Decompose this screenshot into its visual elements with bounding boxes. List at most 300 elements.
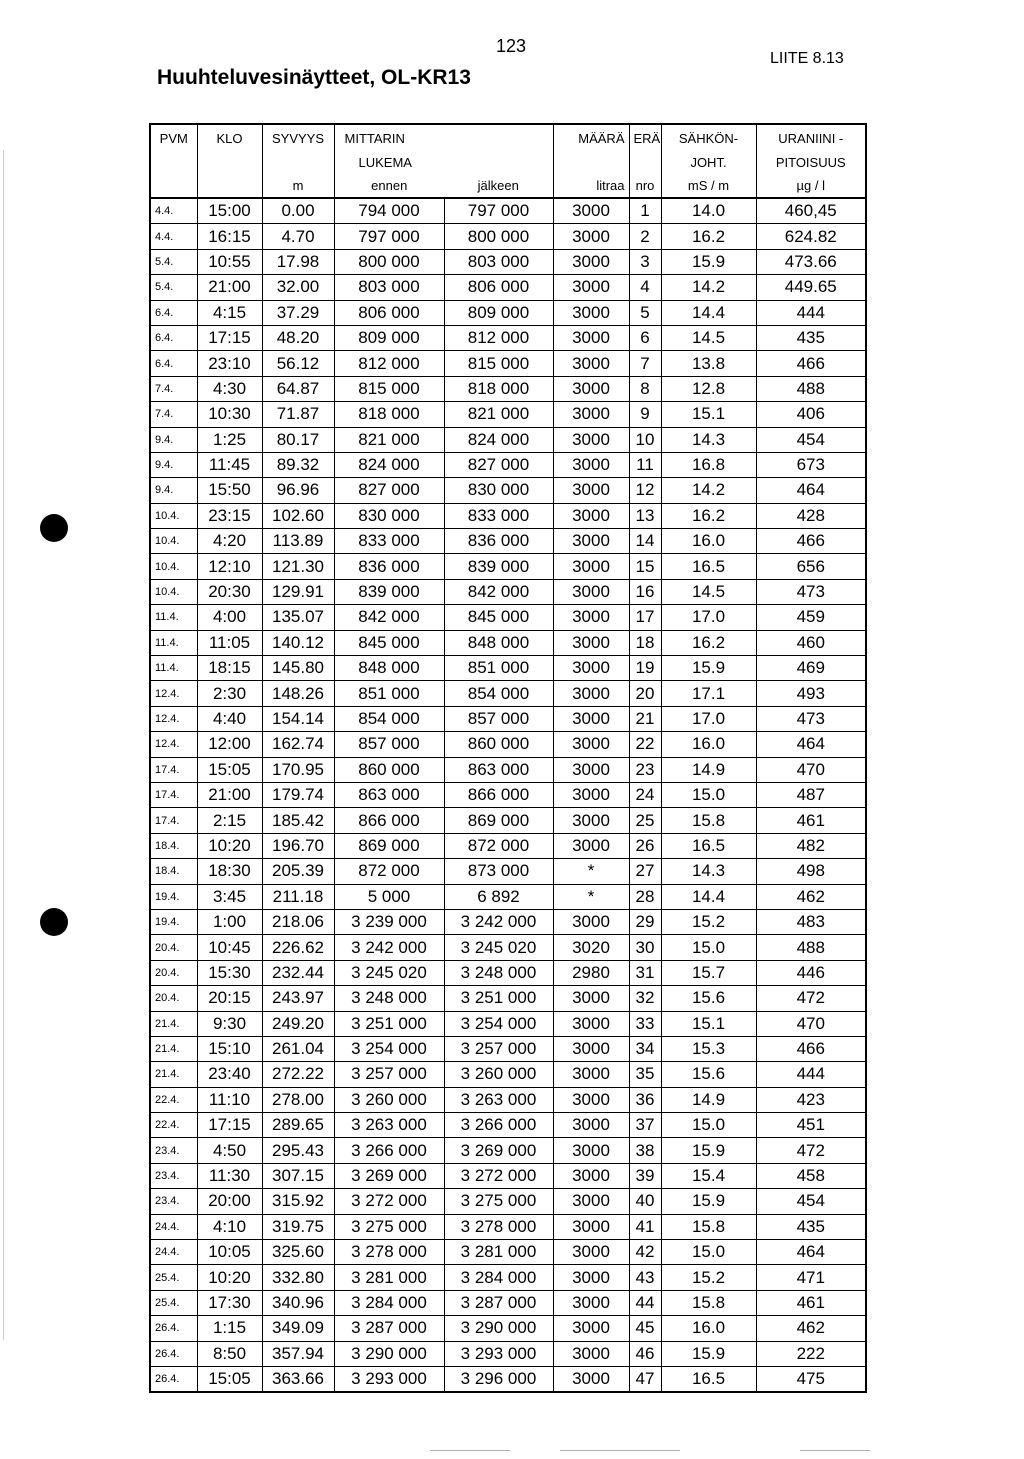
cell-date: 23.4. — [150, 1138, 197, 1163]
cell-batch: 21 — [629, 706, 661, 731]
cell-time: 23:40 — [197, 1062, 262, 1087]
cell-conductivity: 15.7 — [661, 960, 756, 985]
cell-depth: 32.00 — [262, 275, 334, 300]
cell-date: 4.4. — [150, 198, 197, 224]
cell-batch: 23 — [629, 757, 661, 782]
cell-meter-before: 845 000 — [334, 630, 444, 655]
punch-hole-bottom — [40, 908, 68, 936]
cell-date: 26.4. — [150, 1366, 197, 1392]
cell-conductivity: 15.3 — [661, 1036, 756, 1061]
table-row — [150, 909, 866, 934]
cell-amount: 3000 — [553, 198, 629, 224]
cell-date: 18.4. — [150, 859, 197, 884]
cell-uranium: 673 — [756, 452, 866, 477]
cell-depth: 148.26 — [262, 681, 334, 706]
cell-meter-before: 842 000 — [334, 605, 444, 630]
cell-time: 11:45 — [197, 452, 262, 477]
cell-batch: 8 — [629, 376, 661, 401]
cell-time: 4:15 — [197, 300, 262, 325]
cell-uranium: 406 — [756, 402, 866, 427]
cell-uranium: 471 — [756, 1265, 866, 1290]
cell-depth: 129.91 — [262, 579, 334, 604]
cell-uranium: 473 — [756, 579, 866, 604]
table-row — [150, 1062, 866, 1087]
cell-meter-before: 3 281 000 — [334, 1265, 444, 1290]
cell-conductivity: 14.9 — [661, 1087, 756, 1112]
cell-date: 9.4. — [150, 478, 197, 503]
cell-meter-before: 3 275 000 — [334, 1214, 444, 1239]
cell-date: 20.4. — [150, 935, 197, 960]
cell-uranium: 488 — [756, 935, 866, 960]
table-row — [150, 1189, 866, 1214]
cell-amount: 3000 — [553, 630, 629, 655]
cell-uranium: 487 — [756, 782, 866, 807]
cell-meter-before: 3 269 000 — [334, 1163, 444, 1188]
cell-meter-before: 860 000 — [334, 757, 444, 782]
table-row — [150, 325, 866, 350]
cell-meter-after: 827 000 — [444, 452, 553, 477]
cell-uranium: 454 — [756, 1189, 866, 1214]
cell-batch: 22 — [629, 732, 661, 757]
cell-time: 10:20 — [197, 833, 262, 858]
cell-meter-before: 854 000 — [334, 706, 444, 731]
cell-date: 22.4. — [150, 1087, 197, 1112]
cell-conductivity: 15.0 — [661, 1113, 756, 1138]
header-before: ennen — [334, 174, 444, 198]
cell-depth: 179.74 — [262, 782, 334, 807]
cell-time: 18:30 — [197, 859, 262, 884]
cell-date: 23.4. — [150, 1189, 197, 1214]
cell-batch: 19 — [629, 656, 661, 681]
cell-date: 21.4. — [150, 1036, 197, 1061]
cell-meter-before: 3 242 000 — [334, 935, 444, 960]
cell-amount: 3000 — [553, 1011, 629, 1036]
cell-depth: 196.70 — [262, 833, 334, 858]
cell-amount: 3000 — [553, 249, 629, 274]
cell-amount: 3000 — [553, 605, 629, 630]
header-after: jälkeen — [477, 178, 519, 193]
cell-amount: 3000 — [553, 1138, 629, 1163]
cell-uranium: 458 — [756, 1163, 866, 1188]
cell-depth: 363.66 — [262, 1366, 334, 1392]
cell-conductivity: 14.4 — [661, 884, 756, 909]
cell-amount: 3000 — [553, 1163, 629, 1188]
header-meter-line2: LUKEMA — [334, 151, 444, 174]
header-meter-line1: MITTARIN — [334, 124, 444, 151]
cell-depth: 121.30 — [262, 554, 334, 579]
cell-meter-before: 818 000 — [334, 402, 444, 427]
cell-time: 1:00 — [197, 909, 262, 934]
cell-meter-before: 3 290 000 — [334, 1341, 444, 1366]
cell-meter-after: 863 000 — [444, 757, 553, 782]
cell-conductivity: 15.2 — [661, 909, 756, 934]
cell-amount: 3000 — [553, 1036, 629, 1061]
cell-batch: 13 — [629, 503, 661, 528]
cell-date: 6.4. — [150, 351, 197, 376]
cell-depth: 349.09 — [262, 1316, 334, 1341]
cell-amount: 3000 — [553, 1189, 629, 1214]
cell-amount: 3000 — [553, 1062, 629, 1087]
cell-uranium: 464 — [756, 1240, 866, 1265]
table-row — [150, 300, 866, 325]
cell-batch: 6 — [629, 325, 661, 350]
cell-uranium: 464 — [756, 478, 866, 503]
cell-time: 15:05 — [197, 757, 262, 782]
cell-uranium: 444 — [756, 300, 866, 325]
cell-uranium: 461 — [756, 1290, 866, 1315]
cell-date: 6.4. — [150, 300, 197, 325]
cell-conductivity: 17.0 — [661, 605, 756, 630]
appendix-label: LIITE 8.13 — [770, 50, 844, 67]
cell-time: 10:30 — [197, 402, 262, 427]
cell-conductivity: 15.9 — [661, 656, 756, 681]
cell-depth: 243.97 — [262, 986, 334, 1011]
cell-meter-after: 3 242 000 — [444, 909, 553, 934]
cell-meter-before: 3 278 000 — [334, 1240, 444, 1265]
cell-amount: 3000 — [553, 681, 629, 706]
cell-amount: 3000 — [553, 325, 629, 350]
cell-conductivity: 12.8 — [661, 376, 756, 401]
cell-batch: 14 — [629, 529, 661, 554]
cell-batch: 35 — [629, 1062, 661, 1087]
cell-meter-before: 824 000 — [334, 452, 444, 477]
cell-depth: 145.80 — [262, 656, 334, 681]
cell-depth: 162.74 — [262, 732, 334, 757]
cell-batch: 39 — [629, 1163, 661, 1188]
cell-date: 10.4. — [150, 503, 197, 528]
cell-meter-after: 3 275 000 — [444, 1189, 553, 1214]
cell-date: 11.4. — [150, 656, 197, 681]
cell-conductivity: 17.0 — [661, 706, 756, 731]
cell-uranium: 462 — [756, 884, 866, 909]
cell-meter-before: 869 000 — [334, 833, 444, 858]
cell-meter-after: 800 000 — [444, 224, 553, 249]
cell-conductivity: 15.0 — [661, 782, 756, 807]
cell-depth: 102.60 — [262, 503, 334, 528]
cell-uranium: 435 — [756, 1214, 866, 1239]
cell-date: 20.4. — [150, 960, 197, 985]
cell-amount: 3000 — [553, 300, 629, 325]
table-row — [150, 630, 866, 655]
cell-conductivity: 15.9 — [661, 1341, 756, 1366]
table-row — [150, 656, 866, 681]
cell-batch: 42 — [629, 1240, 661, 1265]
cell-amount: 3000 — [553, 529, 629, 554]
header-uranium-line2: PITOISUUS — [756, 151, 866, 174]
cell-uranium: 493 — [756, 681, 866, 706]
cell-depth: 272.22 — [262, 1062, 334, 1087]
cell-depth: 96.96 — [262, 478, 334, 503]
cell-depth: 4.70 — [262, 224, 334, 249]
cell-meter-after: 3 296 000 — [444, 1366, 553, 1392]
cell-amount: 3000 — [553, 757, 629, 782]
cell-meter-before: 797 000 — [334, 224, 444, 249]
bottom-rule-segment — [560, 1450, 680, 1451]
cell-amount: 2980 — [553, 960, 629, 985]
cell-date: 7.4. — [150, 376, 197, 401]
cell-uranium: 423 — [756, 1087, 866, 1112]
cell-date: 17.4. — [150, 782, 197, 807]
cell-conductivity: 16.5 — [661, 833, 756, 858]
cell-meter-before: 3 293 000 — [334, 1366, 444, 1392]
cell-amount: 3000 — [553, 1316, 629, 1341]
cell-time: 4:20 — [197, 529, 262, 554]
cell-uranium: 466 — [756, 351, 866, 376]
cell-uranium: 446 — [756, 960, 866, 985]
cell-batch: 29 — [629, 909, 661, 934]
cell-amount: 3000 — [553, 808, 629, 833]
table-row — [150, 732, 866, 757]
cell-meter-before: 848 000 — [334, 656, 444, 681]
cell-time: 12:10 — [197, 554, 262, 579]
table-row — [150, 402, 866, 427]
table-row — [150, 986, 866, 1011]
cell-time: 1:15 — [197, 1316, 262, 1341]
cell-time: 11:10 — [197, 1087, 262, 1112]
cell-date: 9.4. — [150, 452, 197, 477]
cell-time: 15:00 — [197, 198, 262, 224]
cell-conductivity: 15.0 — [661, 935, 756, 960]
cell-meter-after: 3 263 000 — [444, 1087, 553, 1112]
cell-batch: 37 — [629, 1113, 661, 1138]
table-row — [150, 1036, 866, 1061]
table-body — [150, 198, 866, 1392]
table-row — [150, 198, 866, 224]
cell-batch: 10 — [629, 427, 661, 452]
cell-depth: 185.42 — [262, 808, 334, 833]
cell-date: 5.4. — [150, 249, 197, 274]
cell-date: 26.4. — [150, 1316, 197, 1341]
cell-meter-after: 824 000 — [444, 427, 553, 452]
cell-conductivity: 16.5 — [661, 1366, 756, 1392]
cell-depth: 218.06 — [262, 909, 334, 934]
cell-time: 2:15 — [197, 808, 262, 833]
cell-meter-after: 3 272 000 — [444, 1163, 553, 1188]
header-depth: SYVYYS — [262, 124, 334, 151]
cell-batch: 25 — [629, 808, 661, 833]
cell-meter-after: 3 266 000 — [444, 1113, 553, 1138]
cell-date: 4.4. — [150, 224, 197, 249]
cell-depth: 211.18 — [262, 884, 334, 909]
cell-time: 15:10 — [197, 1036, 262, 1061]
cell-batch: 5 — [629, 300, 661, 325]
table-row — [150, 706, 866, 731]
cell-conductivity: 14.2 — [661, 275, 756, 300]
cell-batch: 32 — [629, 986, 661, 1011]
header-batch-unit: nro — [629, 174, 661, 198]
cell-time: 11:30 — [197, 1163, 262, 1188]
cell-depth: 17.98 — [262, 249, 334, 274]
cell-meter-before: 812 000 — [334, 351, 444, 376]
cell-uranium: 460 — [756, 630, 866, 655]
cell-batch: 17 — [629, 605, 661, 630]
cell-time: 23:15 — [197, 503, 262, 528]
cell-meter-before: 800 000 — [334, 249, 444, 274]
cell-time: 2:30 — [197, 681, 262, 706]
cell-date: 22.4. — [150, 1113, 197, 1138]
cell-time: 1:25 — [197, 427, 262, 452]
cell-batch: 36 — [629, 1087, 661, 1112]
cell-batch: 9 — [629, 402, 661, 427]
cell-time: 17:15 — [197, 325, 262, 350]
cell-amount: 3000 — [553, 402, 629, 427]
cell-meter-before: 836 000 — [334, 554, 444, 579]
cell-conductivity: 15.9 — [661, 1138, 756, 1163]
cell-meter-after: 806 000 — [444, 275, 553, 300]
cell-time: 15:05 — [197, 1366, 262, 1392]
cell-depth: 205.39 — [262, 859, 334, 884]
cell-batch: 18 — [629, 630, 661, 655]
cell-amount: 3000 — [553, 1214, 629, 1239]
cell-time: 18:15 — [197, 656, 262, 681]
cell-amount: 3000 — [553, 782, 629, 807]
cell-meter-after: 3 254 000 — [444, 1011, 553, 1036]
cell-time: 9:30 — [197, 1011, 262, 1036]
cell-time: 20:00 — [197, 1189, 262, 1214]
cell-batch: 20 — [629, 681, 661, 706]
table-row — [150, 224, 866, 249]
cell-batch: 38 — [629, 1138, 661, 1163]
cell-amount: 3000 — [553, 1341, 629, 1366]
cell-uranium: 498 — [756, 859, 866, 884]
cell-date: 24.4. — [150, 1214, 197, 1239]
cell-conductivity: 14.5 — [661, 579, 756, 604]
cell-meter-after: 857 000 — [444, 706, 553, 731]
cell-time: 23:10 — [197, 351, 262, 376]
cell-depth: 135.07 — [262, 605, 334, 630]
cell-batch: 41 — [629, 1214, 661, 1239]
cell-conductivity: 14.0 — [661, 198, 756, 224]
cell-batch: 34 — [629, 1036, 661, 1061]
cell-batch: 30 — [629, 935, 661, 960]
cell-batch: 45 — [629, 1316, 661, 1341]
cell-amount: 3000 — [553, 427, 629, 452]
cell-meter-after: 869 000 — [444, 808, 553, 833]
cell-date: 11.4. — [150, 630, 197, 655]
cell-date: 12.4. — [150, 681, 197, 706]
cell-uranium: 444 — [756, 1062, 866, 1087]
cell-batch: 11 — [629, 452, 661, 477]
table-row — [150, 275, 866, 300]
cell-uranium: 461 — [756, 808, 866, 833]
cell-amount: 3000 — [553, 1240, 629, 1265]
table-row — [150, 1316, 866, 1341]
cell-conductivity: 16.2 — [661, 503, 756, 528]
cell-meter-before: 809 000 — [334, 325, 444, 350]
cell-meter-after: 3 293 000 — [444, 1341, 553, 1366]
table-row — [150, 351, 866, 376]
cell-conductivity: 15.6 — [661, 986, 756, 1011]
cell-meter-before: 3 254 000 — [334, 1036, 444, 1061]
cell-conductivity: 16.2 — [661, 630, 756, 655]
cell-meter-after: 3 245 020 — [444, 935, 553, 960]
cell-batch: 46 — [629, 1341, 661, 1366]
table-row — [150, 1113, 866, 1138]
cell-meter-after: 3 278 000 — [444, 1214, 553, 1239]
cell-conductivity: 15.2 — [661, 1265, 756, 1290]
cell-date: 9.4. — [150, 427, 197, 452]
table-row — [150, 681, 866, 706]
table-row — [150, 859, 866, 884]
table-row — [150, 782, 866, 807]
table-row — [150, 1087, 866, 1112]
cell-conductivity: 16.0 — [661, 1316, 756, 1341]
cell-meter-after: 818 000 — [444, 376, 553, 401]
cell-time: 10:05 — [197, 1240, 262, 1265]
header-conductivity-line2: JOHT. — [661, 151, 756, 174]
cell-uranium: 462 — [756, 1316, 866, 1341]
cell-conductivity: 14.3 — [661, 427, 756, 452]
cell-meter-before: 794 000 — [334, 198, 444, 224]
cell-batch: 1 — [629, 198, 661, 224]
cell-time: 17:15 — [197, 1113, 262, 1138]
cell-depth: 249.20 — [262, 1011, 334, 1036]
flushing-water-samples-table — [149, 123, 867, 1393]
table-row — [150, 529, 866, 554]
cell-batch: 12 — [629, 478, 661, 503]
cell-meter-before: 3 284 000 — [334, 1290, 444, 1315]
cell-date: 21.4. — [150, 1011, 197, 1036]
cell-uranium: 469 — [756, 656, 866, 681]
cell-amount: 3000 — [553, 833, 629, 858]
table-row — [150, 808, 866, 833]
cell-date: 26.4. — [150, 1341, 197, 1366]
cell-amount: * — [553, 859, 629, 884]
cell-uranium: 482 — [756, 833, 866, 858]
cell-date: 12.4. — [150, 732, 197, 757]
cell-batch: 31 — [629, 960, 661, 985]
cell-meter-after: 830 000 — [444, 478, 553, 503]
cell-batch: 40 — [629, 1189, 661, 1214]
cell-uranium: 472 — [756, 986, 866, 1011]
cell-meter-after: 3 284 000 — [444, 1265, 553, 1290]
cell-uranium: 435 — [756, 325, 866, 350]
cell-batch: 27 — [629, 859, 661, 884]
cell-conductivity: 15.1 — [661, 402, 756, 427]
cell-depth: 340.96 — [262, 1290, 334, 1315]
cell-conductivity: 15.0 — [661, 1240, 756, 1265]
cell-time: 4:00 — [197, 605, 262, 630]
cell-amount: 3000 — [553, 503, 629, 528]
cell-depth: 307.15 — [262, 1163, 334, 1188]
cell-depth: 48.20 — [262, 325, 334, 350]
cell-batch: 2 — [629, 224, 661, 249]
cell-date: 5.4. — [150, 275, 197, 300]
cell-time: 11:05 — [197, 630, 262, 655]
table-row — [150, 833, 866, 858]
table-row — [150, 1163, 866, 1188]
cell-depth: 357.94 — [262, 1341, 334, 1366]
table-row — [150, 478, 866, 503]
cell-date: 17.4. — [150, 808, 197, 833]
cell-meter-after: 3 290 000 — [444, 1316, 553, 1341]
cell-amount: 3000 — [553, 909, 629, 934]
cell-conductivity: 16.0 — [661, 529, 756, 554]
cell-meter-before: 803 000 — [334, 275, 444, 300]
cell-meter-before: 851 000 — [334, 681, 444, 706]
cell-time: 4:30 — [197, 376, 262, 401]
cell-time: 20:30 — [197, 579, 262, 604]
cell-meter-after: 3 248 000 — [444, 960, 553, 985]
cell-uranium: 472 — [756, 1138, 866, 1163]
cell-meter-after: 860 000 — [444, 732, 553, 757]
cell-depth: 37.29 — [262, 300, 334, 325]
cell-conductivity: 15.6 — [661, 1062, 756, 1087]
cell-depth: 170.95 — [262, 757, 334, 782]
cell-batch: 4 — [629, 275, 661, 300]
cell-conductivity: 15.9 — [661, 1189, 756, 1214]
cell-time: 8:50 — [197, 1341, 262, 1366]
